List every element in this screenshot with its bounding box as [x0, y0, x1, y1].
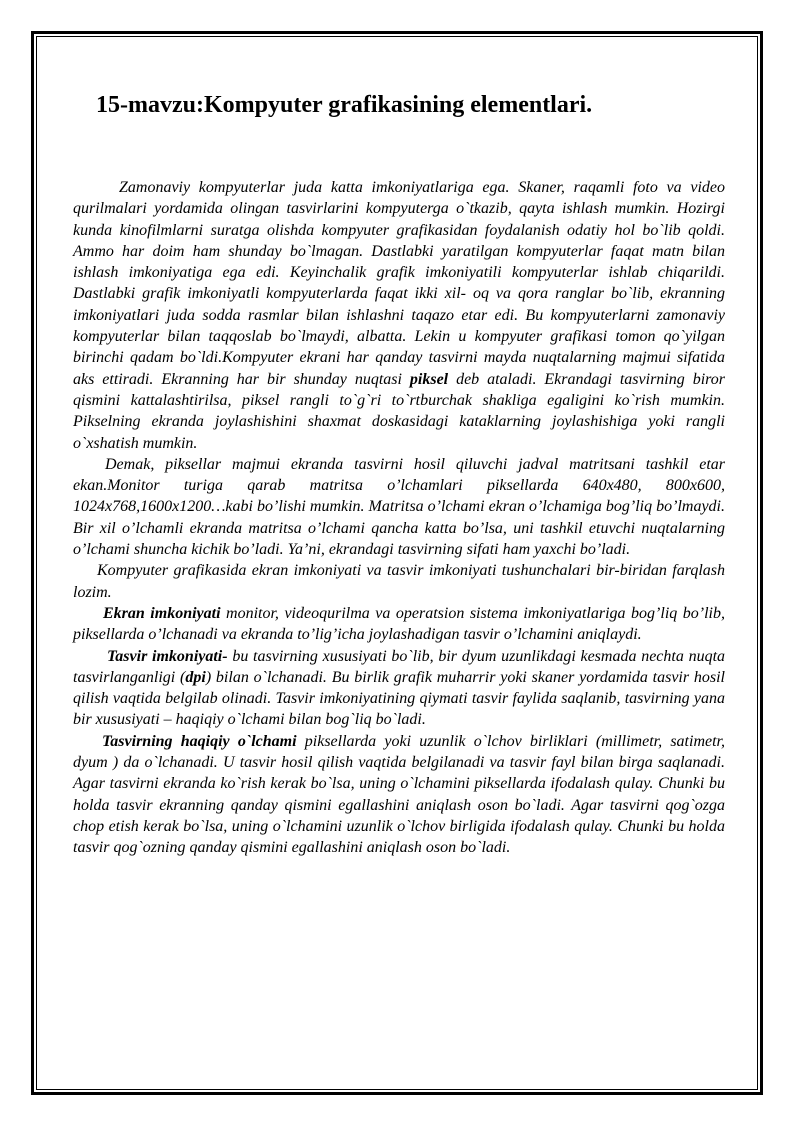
paragraph-screen-resolution-text: monitor, videoqurilma va operatsion sistema imkoniyatlariga bog’liq bo’lib, piksellarda o’lchanadi va ekranda to’lig’icha joylashadigan tasvir o’lchamini aniqlaydi. — [73, 604, 725, 644]
term-tasvir-imkoniyati: Tasvir imkoniyati- — [107, 647, 228, 665]
paragraph-intro — [73, 177, 725, 454]
paragraph-image-resolution-text-a: bu tasvirning xususiyati bo`lib, bir dyum uzunlikdagi kesmada nechta nuqta tasvirlanganligi ( — [73, 647, 726, 686]
paragraph-intro-text-b: deb ataladi. Ekrandagi tasvirning biror qismini kattalashtirilsa, piksel rangli to`g`ri to`rtburchak shakliga egaligini ko`rish mumkin. Pikselning ekranda joylashishini shaxmat doskasidagi kataklarning joylashishiga yoki rangli o`xshatish mumkin. — [73, 370, 725, 452]
paragraph-image-resolution-text-b: ) bilan o`lchanadi. Bu birlik grafik muharrir yoki skaner yordamida tasvir hosil qilish vaqtida belgilab olinadi. Tasvir imkoniyatining qiymati tasvir faylida saqlanib, tasvirning yana bir xususiyati – haqiqiy o`lchami bilan bog`liq bo`ladi. — [73, 668, 725, 729]
paragraph-matrix: Demak, piksellar majmui ekranda tasvirni hosil qiluvchi jadval matritsani tashkil etar ekan.Monitor turiga qarab matritsa o’lchamlari piksellarda 640x480, 800x600, 1024x768,1600x1200…kabi bo’lishi mumkin. Matritsa o’lchami ekran o’lchamiga bog’liq bo’lmaydi. Bir xil o’lchamli ekranda matritsa o’lchami qancha katta bo’lsa, uni tashkil etuvchi nuqtalarning o’lchami shuncha kichik bo’ladi. Ya’ni, ekrandagi tasvirning sifati ham yaxchi bo’ladi. — [73, 455, 725, 559]
document-body — [73, 177, 725, 859]
paragraph-real-size — [73, 731, 725, 859]
paragraph-image-resolution — [73, 646, 725, 731]
paragraph-intro-text-a: Zamonaviy kompyuterlar juda katta imkoniyatlariga ega. Skaner, raqamli foto va video qurilmalari yordamida olingan tasvirlarini kompyuterga o`tkazib, qayta ishlash mumkin. Hozirgi kunda kinofilmlarni suratga olishda kompyuter grafikasidan foydalanish odatiy hol bo`lib qoldi. Ammo har doim ham shunday bo`lmagan. Dastlabki yaratilgan kompyuterlar faqat matn bilan ishlash imkoniyatiga ega edi. Keyinchalik grafik imkoniyatili kompyuterlar ishlab chiqarildi. Dastlabki grafik imkoniyatli kompyuterlarda faqat ikki xil- oq va qora ranglar bo`lib, ekranning imkoniyatlari juda sodda rasmlar bilan ishlashni taqazo etar edi. Bu kompyuterlarni zamonaviy kompyuterlar bilan taqqoslab bo`lmaydi, albatta. Lekin u kompyuter grafikasi tomon qo`yilgan birinchi qadam bo`ldi.Kompyuter ekrani har qanday tasvirni mayda nuqtalarning majmui sifatida aks ettiradi. Ekranning har bir shunday nuqtasi — [73, 179, 725, 388]
paragraph-screen-resolution — [73, 603, 725, 646]
paragraph-real-size-text: piksellarda yoki uzunlik o`lchov birliklari (millimetr, satimetr, dyum ) da o`lchanadi. U tasvir hosil qilish vaqtida belgilanadi va tasvir fayl bilan birga saqlanadi. Agar tasvirni ekranda ko`rish kerak bo`lsa, uning o`lchamini piksellarda ifodalash qulay. Chunki bu holda tasvir ekranning qanday qismini egallashini aniqlash oson bo`ladi. Agar tasvirni qog`ozga chop etish kerak bo`lsa, uning o`lchamini uzunlik o`lchov birligida ifodalash qulay. Chunki bu holda tasvir qog`ozning qanday qismini egallashini aniqlash oson bo`ladi. — [73, 732, 725, 857]
term-piksel: piksel — [409, 370, 449, 388]
term-ekran-imkoniyati: Ekran imkoniyati — [103, 604, 221, 622]
paragraph-distinction: Kompyuter grafikasida ekran imkoniyati va tasvir imkoniyati tushunchalari bir-biridan farqlash lozim. — [73, 562, 725, 601]
page-title: 15-mavzu:Kompyuter grafikasining elementlari. — [96, 92, 593, 118]
term-haqiqiy-olcham: Tasvirning haqiqiy o`lchami — [102, 732, 297, 750]
term-dpi: dpi — [185, 668, 206, 686]
